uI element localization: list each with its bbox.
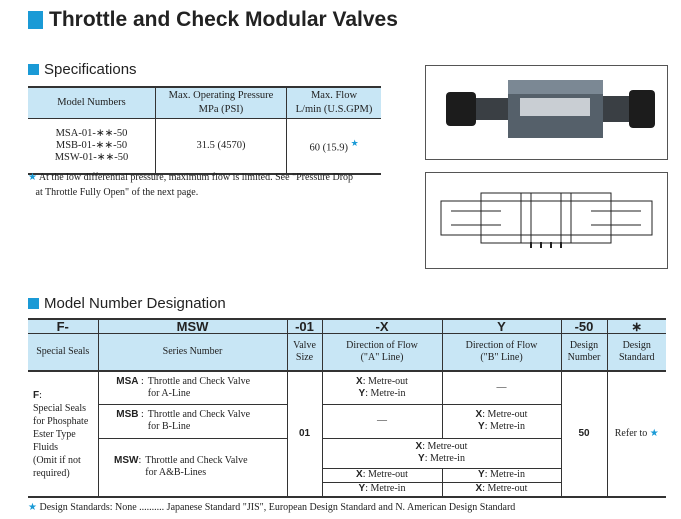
size-cell: 01 (287, 371, 322, 497)
col-model-numbers: Model Numbers (28, 87, 156, 119)
label-series: Series Number (98, 334, 287, 372)
series-msb: MSB : Throttle and Check Valve for B-Line (98, 404, 287, 438)
code-design-standard: ∗ (607, 319, 666, 334)
pressure-cell: 31.5 (4570) (156, 119, 287, 175)
flow-cell: 60 (15.9) ★ (309, 138, 359, 154)
specifications-table (28, 86, 381, 175)
seals-cell: F: Special Seals for Phosphate Ester Type Fluids (Omit if not required) (28, 371, 98, 497)
label-seals: Special Seals (28, 334, 98, 372)
page-title: Throttle and Check Modular Valves (28, 8, 398, 32)
label-size: Valve Size (287, 334, 322, 372)
msb-a-line: — (322, 404, 442, 438)
valve-photo (425, 65, 668, 160)
code-b-line: Y (442, 319, 561, 334)
msw-b-line-2: X: Metre-out (442, 482, 561, 497)
series-msw: MSW: Throttle and Check Valve for A&B-Lines (98, 438, 287, 497)
msa-a-line: X: Metre-out Y: Metre-in (322, 371, 442, 404)
model-designation-heading: Model Number Designation (28, 295, 226, 312)
label-design-standard: Design Standard (607, 334, 666, 372)
code-series: MSW (98, 319, 287, 334)
msa-b-line: — (442, 371, 561, 404)
code-design-number: -50 (561, 319, 607, 334)
label-b-line: Direction of Flow ("B" Line) (442, 334, 561, 372)
valve-cross-section-diagram (425, 172, 668, 269)
design-standards-footnote: ★ Design Standards: None .......... Japanese Standard "JIS", European Design Standard and N. American Design Standard (28, 502, 516, 513)
title-marker-icon (28, 11, 43, 29)
col-pressure: Max. Operating Pressure MPa (PSI) (156, 87, 287, 119)
msw-b-line-1: Y: Metre-in (442, 468, 561, 482)
star-icon: ★ (350, 138, 359, 149)
col-flow: Max. Flow L/min (U.S.GPM) (287, 87, 382, 119)
msw-a-line-1: X: Metre-out (322, 468, 442, 482)
label-a-line: Direction of Flow ("A" Line) (322, 334, 442, 372)
star-icon: ★ (649, 428, 659, 439)
design-number-cell: 50 (561, 371, 607, 497)
label-design-number: Design Number (561, 334, 607, 372)
code-seals: F- (28, 319, 98, 334)
code-a-line: -X (322, 319, 442, 334)
msw-a-line-2: Y: Metre-in (322, 482, 442, 497)
msw-both-lines: X: Metre-out Y: Metre-in (322, 438, 561, 468)
model-designation-table (28, 318, 666, 498)
star-icon: ★ (28, 502, 37, 513)
series-msa: MSA : Throttle and Check Valve for A-Line (98, 371, 287, 404)
msb-b-line: X: Metre-out Y: Metre-in (442, 404, 561, 438)
heading-marker-icon (28, 298, 39, 309)
design-standard-cell: Refer to ★ (607, 371, 666, 497)
spec-footnote: ★ At the low differential pressure, maximum flow is limited. See "Pressure Drop at Throttle Fully Open" of the next page. (28, 172, 354, 198)
code-size: -01 (287, 319, 322, 334)
heading-marker-icon (28, 64, 39, 75)
specifications-heading: Specifications (28, 61, 137, 78)
star-icon: ★ (28, 172, 37, 183)
model-numbers-cell: MSA-01-∗∗-50 MSB-01-∗∗-50 MSW-01-∗∗-50 (28, 119, 156, 175)
